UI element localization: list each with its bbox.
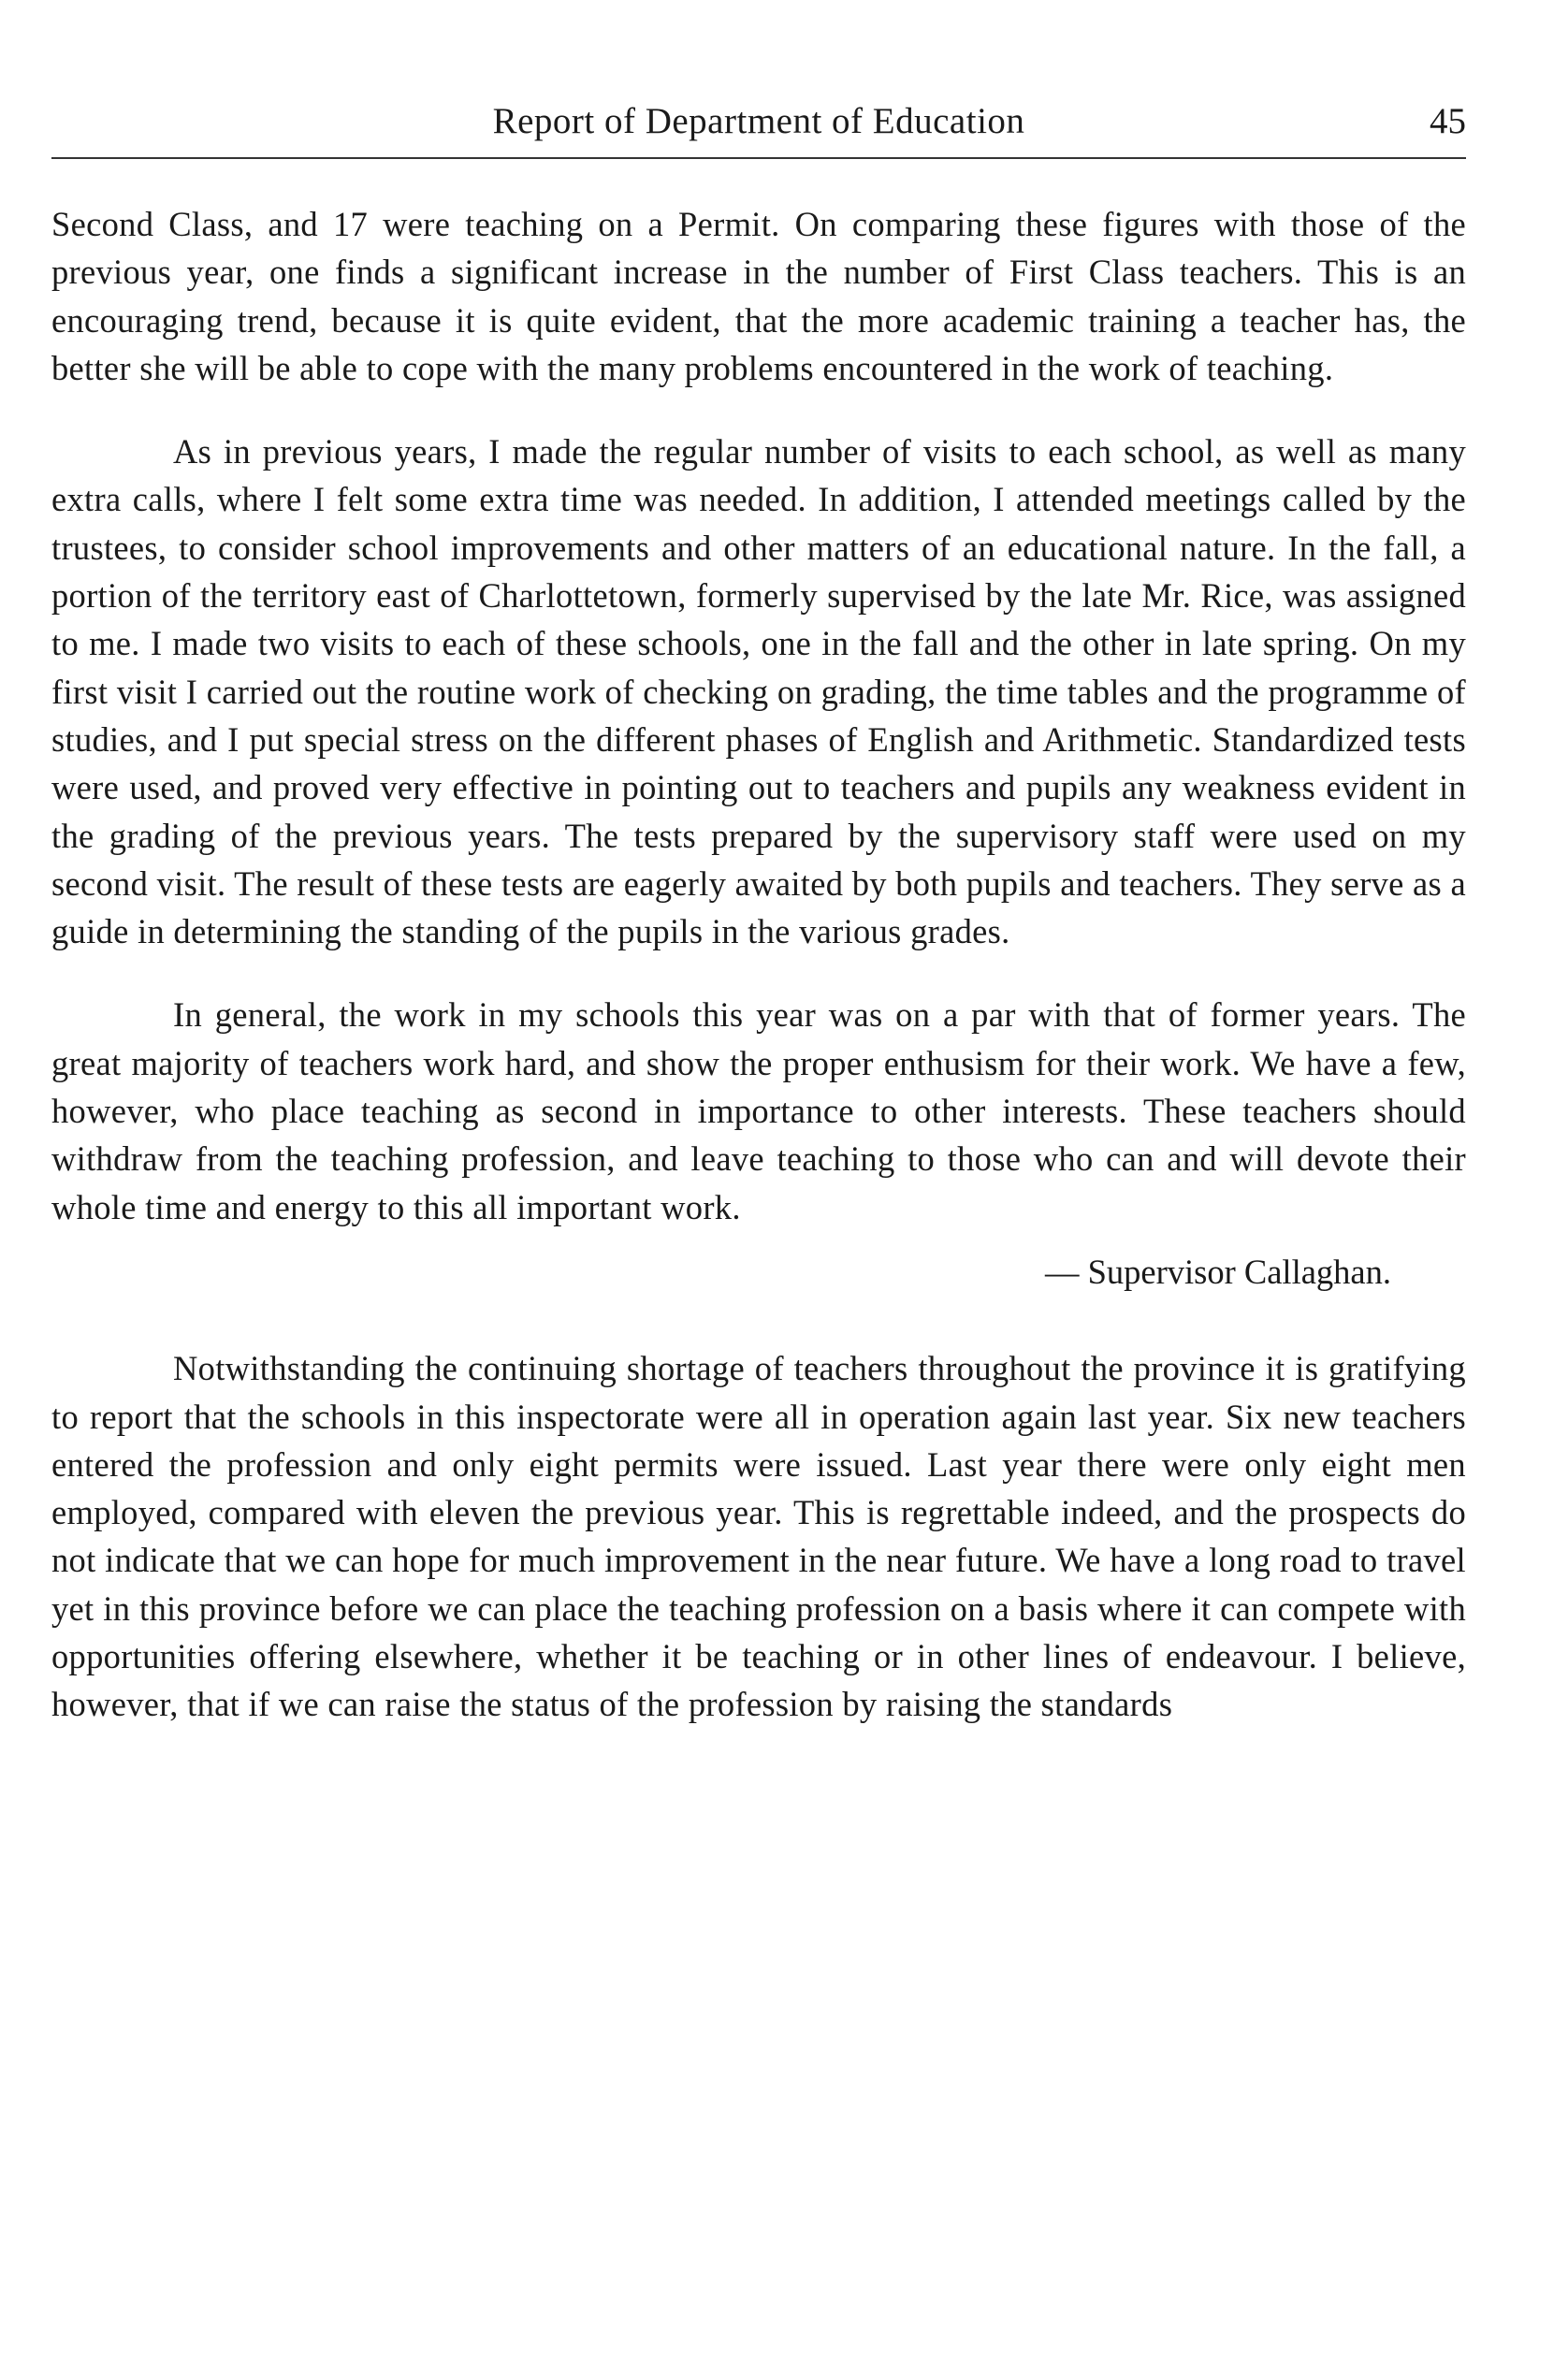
page-header: [51, 92, 1466, 148]
document-page: [51, 0, 1466, 2378]
body-text: [51, 200, 1466, 1729]
page-number: 45: [1430, 101, 1466, 141]
header-rule: [51, 157, 1466, 159]
paragraph-general-work: In general, the work in my schools this year was on a par with that of former years. The great majority of teachers work hard, and show the proper enthusism for their work. We have a few, however, who place teaching as second in importance to other interests. These teachers should withdraw from the teaching profession, and leave teaching to those who can and will devote their whole time and energy to this all important work.: [51, 995, 1466, 1226]
paragraph-continuation: Second Class, and 17 were teaching on a Permit. On comparing these figures with those of the previous year, one finds a significant increase in the number of First Class teachers. This is an encouraging trend, because it is quite evident, that the more academic training a teacher has, the better she will be able to cope with the many problems encountered in the work of teaching.: [51, 205, 1466, 387]
paragraph-teacher-shortage: Notwithstanding the continuing shortage of teachers throughout the province it is gratifying to report that the schools in this inspectorate were all in operation again last year. Six new teachers entered the profession and only eight permits were issued. Last year there were only eight men employed, compared with eleven the previous year. This is regrettable indeed, and the prospects do not indicate that we can hope for much improvement in the near future. We have a long road to travel yet in this province before we can place the teaching profession on a basis where it can compete with opportunities offering elsewhere, whether it be teaching or in other lines of endeavour. I believe, however, that if we can raise the status of the profession by raising the standards: [51, 1349, 1466, 1724]
paragraph-visits: As in previous years, I made the regular number of visits to each school, as well as many extra calls, where I felt some extra time was needed. In addition, I attended meetings called by the trustees, to consider school improvements and other matters of an educational nature. In the fall, a portion of the territory east of Charlottetown, formerly supervised by the late Mr. Rice, was assigned to me. I made two visits to each of these schools, one in the fall and the other in late spring. On my first visit I carried out the routine work of checking on grading, the time tables and the programme of studies, and I put special stress on the different phases of English and Arithmetic. Standardized tests were used, and proved very effective in pointing out to teachers and pupils any weakness evident in the grading of the previous years. The tests prepared by the supervisory staff were used on my second visit. The result of these tests are eagerly awaited by both pupils and teachers. They serve as a guide in determining the standing of the pupils in the various grades.: [51, 432, 1466, 951]
running-title: Report of Department of Education: [492, 101, 1025, 141]
signature: — Supervisor Callaghan.: [1044, 1252, 1391, 1291]
